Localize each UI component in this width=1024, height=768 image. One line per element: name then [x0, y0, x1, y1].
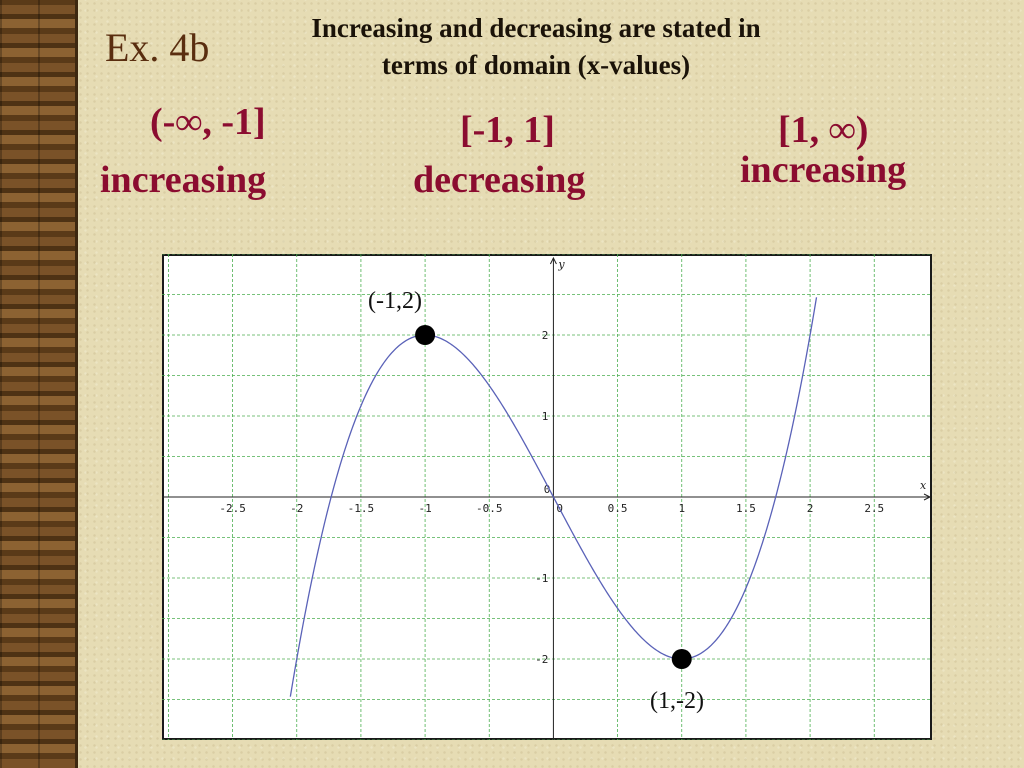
example-label: Ex. 4b — [105, 25, 210, 70]
title-line-1: Increasing and decreasing are stated in — [311, 13, 761, 43]
y-axis-label: y — [558, 258, 565, 271]
graph-svg — [162, 254, 932, 740]
x-tick-label: 1 — [678, 502, 686, 515]
min-point-label: (1,-2) — [650, 688, 704, 714]
behavior-3: increasing — [740, 149, 907, 191]
title-line-2: terms of domain (x-values) — [381, 50, 691, 80]
x-tick-label: -0.5 — [476, 502, 503, 515]
max-point-label: (-1,2) — [368, 288, 422, 314]
y-tick-label: 2 — [541, 329, 549, 342]
behavior-1: increasing — [100, 159, 267, 201]
slide-title — [236, 10, 836, 84]
y-tick-label: -1 — [535, 572, 549, 585]
x-tick-label: -2.5 — [219, 502, 246, 515]
x-tick-label: 1.5 — [735, 502, 756, 515]
y-tick-label: -2 — [535, 653, 549, 666]
function-graph — [162, 254, 932, 740]
x-tick-label: 2 — [806, 502, 814, 515]
y-tick-label: 0 — [543, 483, 551, 496]
x-tick-label: 2.5 — [864, 502, 885, 515]
wood-border — [0, 0, 76, 768]
x-tick-label: 0 — [556, 502, 564, 515]
interval-1: (-∞, -1] — [150, 101, 266, 143]
interval-3: [1, ∞) — [778, 109, 869, 151]
behavior-2: decreasing — [413, 159, 586, 201]
critical-point-dot — [672, 649, 692, 669]
x-tick-label: -2 — [290, 502, 304, 515]
x-tick-label: -1 — [418, 502, 432, 515]
y-tick-label: 1 — [541, 410, 549, 423]
x-tick-label: -1.5 — [347, 502, 375, 515]
critical-point-dot — [415, 325, 435, 345]
interval-2: [-1, 1] — [460, 109, 555, 151]
x-axis-label: x — [920, 479, 927, 492]
x-tick-label: 0.5 — [607, 502, 628, 515]
